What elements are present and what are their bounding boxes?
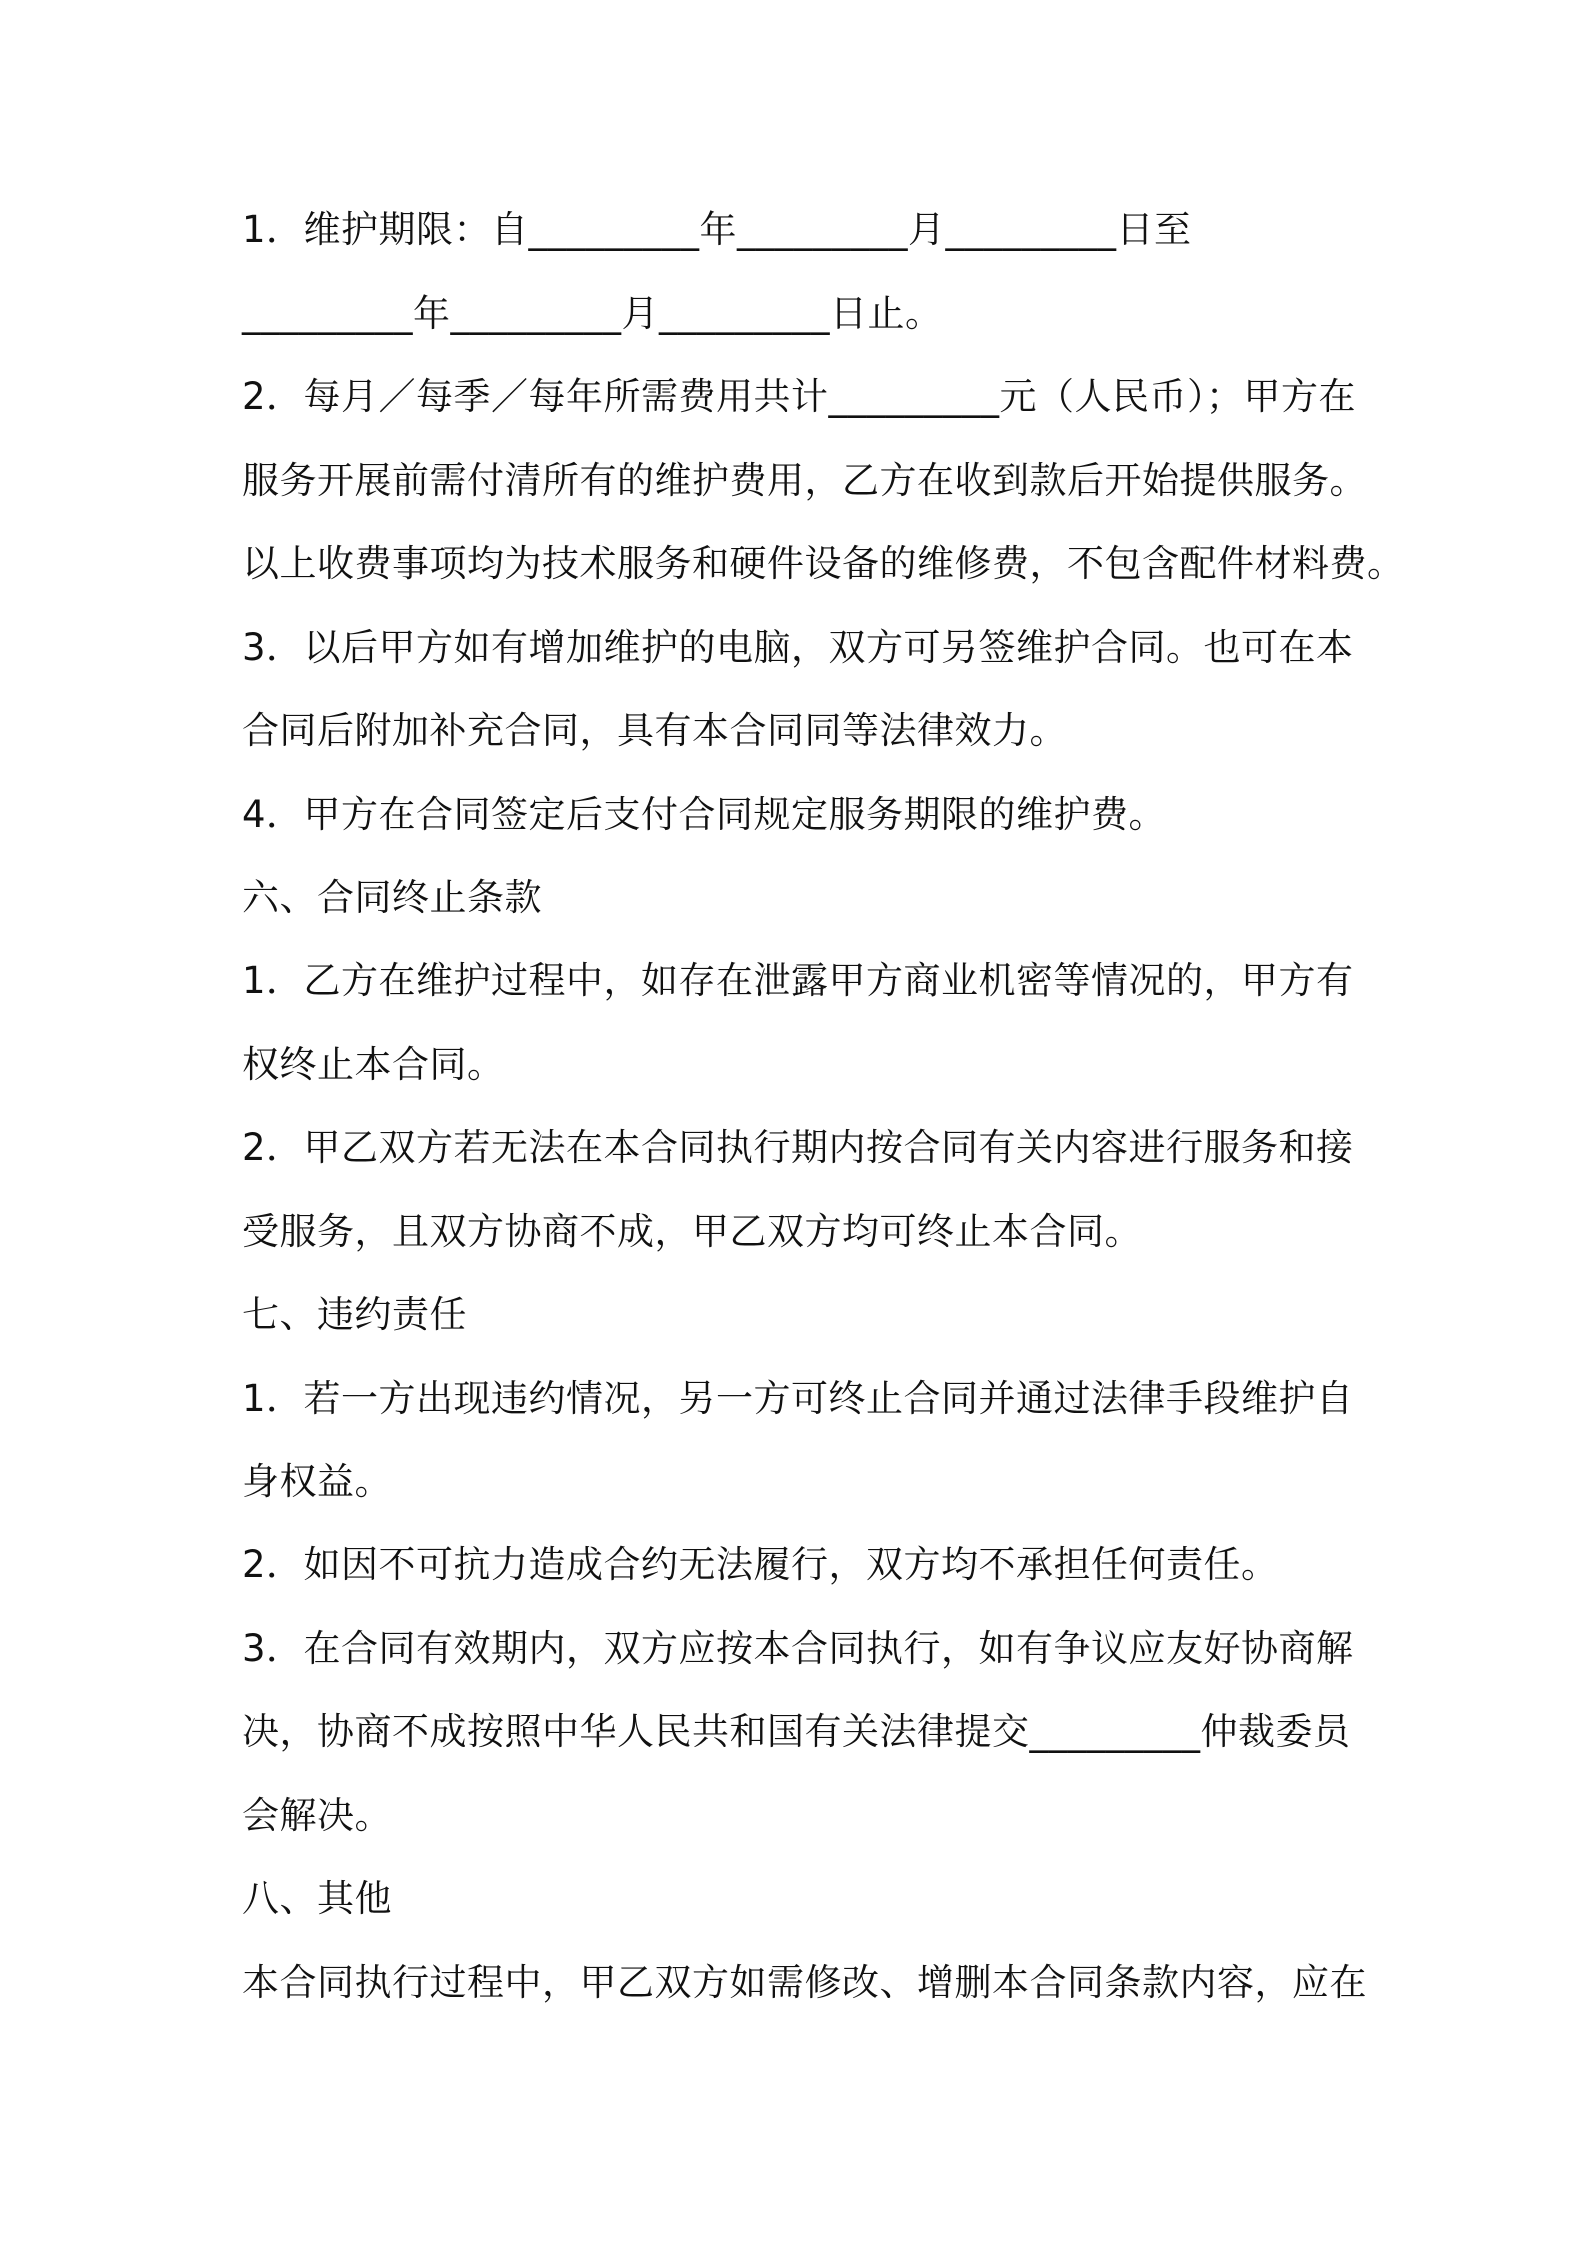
- clause-1-maintenance-period: 1．维护期限：自_________年_________月_________日至: [242, 208, 1192, 251]
- section-7-clause-3-cont: 决，协商不成按照中华人民共和国有关法律提交_________仲裁委员: [242, 1710, 1351, 1753]
- section-7-clause-3-end: 会解决。: [242, 1794, 392, 1837]
- clause-4-payment: 4．甲方在合同签定后支付合同规定服务期限的维护费。: [242, 793, 1167, 836]
- section-7-clause-1-cont: 身权益。: [242, 1460, 392, 1503]
- section-6-clause-2: 2．甲乙双方若无法在本合同执行期内按合同有关内容进行服务和接: [242, 1126, 1354, 1169]
- section-8-heading: 八、其他: [242, 1877, 392, 1920]
- section-6-clause-1: 1．乙方在维护过程中，如存在泄露甲方商业机密等情况的，甲方有: [242, 959, 1354, 1002]
- section-6-clause-2-cont: 受服务，且双方协商不成，甲乙双方均可终止本合同。: [242, 1210, 1142, 1253]
- section-6-clause-1-cont: 权终止本合同。: [242, 1043, 505, 1086]
- clause-2-fees: 2．每月／每季／每年所需费用共计_________元（人民币）；甲方在: [242, 375, 1357, 418]
- section-7-clause-1: 1．若一方出现违约情况，另一方可终止合同并通过法律手段维护自: [242, 1377, 1354, 1420]
- section-7-clause-2: 2．如因不可抗力造成合约无法履行，双方均不承担任何责任。: [242, 1543, 1279, 1586]
- clause-2-fees-note: 以上收费事项均为技术服务和硬件设备的维修费，不包含配件材料费。: [242, 542, 1405, 585]
- section-8-paragraph: 本合同执行过程中，甲乙双方如需修改、增删本合同条款内容，应在: [242, 1961, 1367, 2004]
- section-6-heading: 六、合同终止条款: [242, 876, 542, 919]
- clause-3-additional-computers-cont: 合同后附加补充合同，具有本合同同等法律效力。: [242, 709, 1067, 752]
- clause-3-additional-computers: 3．以后甲方如有增加维护的电脑，双方可另签维护合同。也可在本: [242, 626, 1354, 669]
- section-7-clause-3: 3．在合同有效期内，双方应按本合同执行，如有争议应友好协商解: [242, 1627, 1354, 1670]
- clause-1-maintenance-period-cont: _________年_________月_________日止。: [242, 292, 943, 335]
- section-7-heading: 七、违约责任: [242, 1293, 467, 1336]
- clause-2-fees-cont: 服务开展前需付清所有的维护费用，乙方在收到款后开始提供服务。: [242, 459, 1367, 502]
